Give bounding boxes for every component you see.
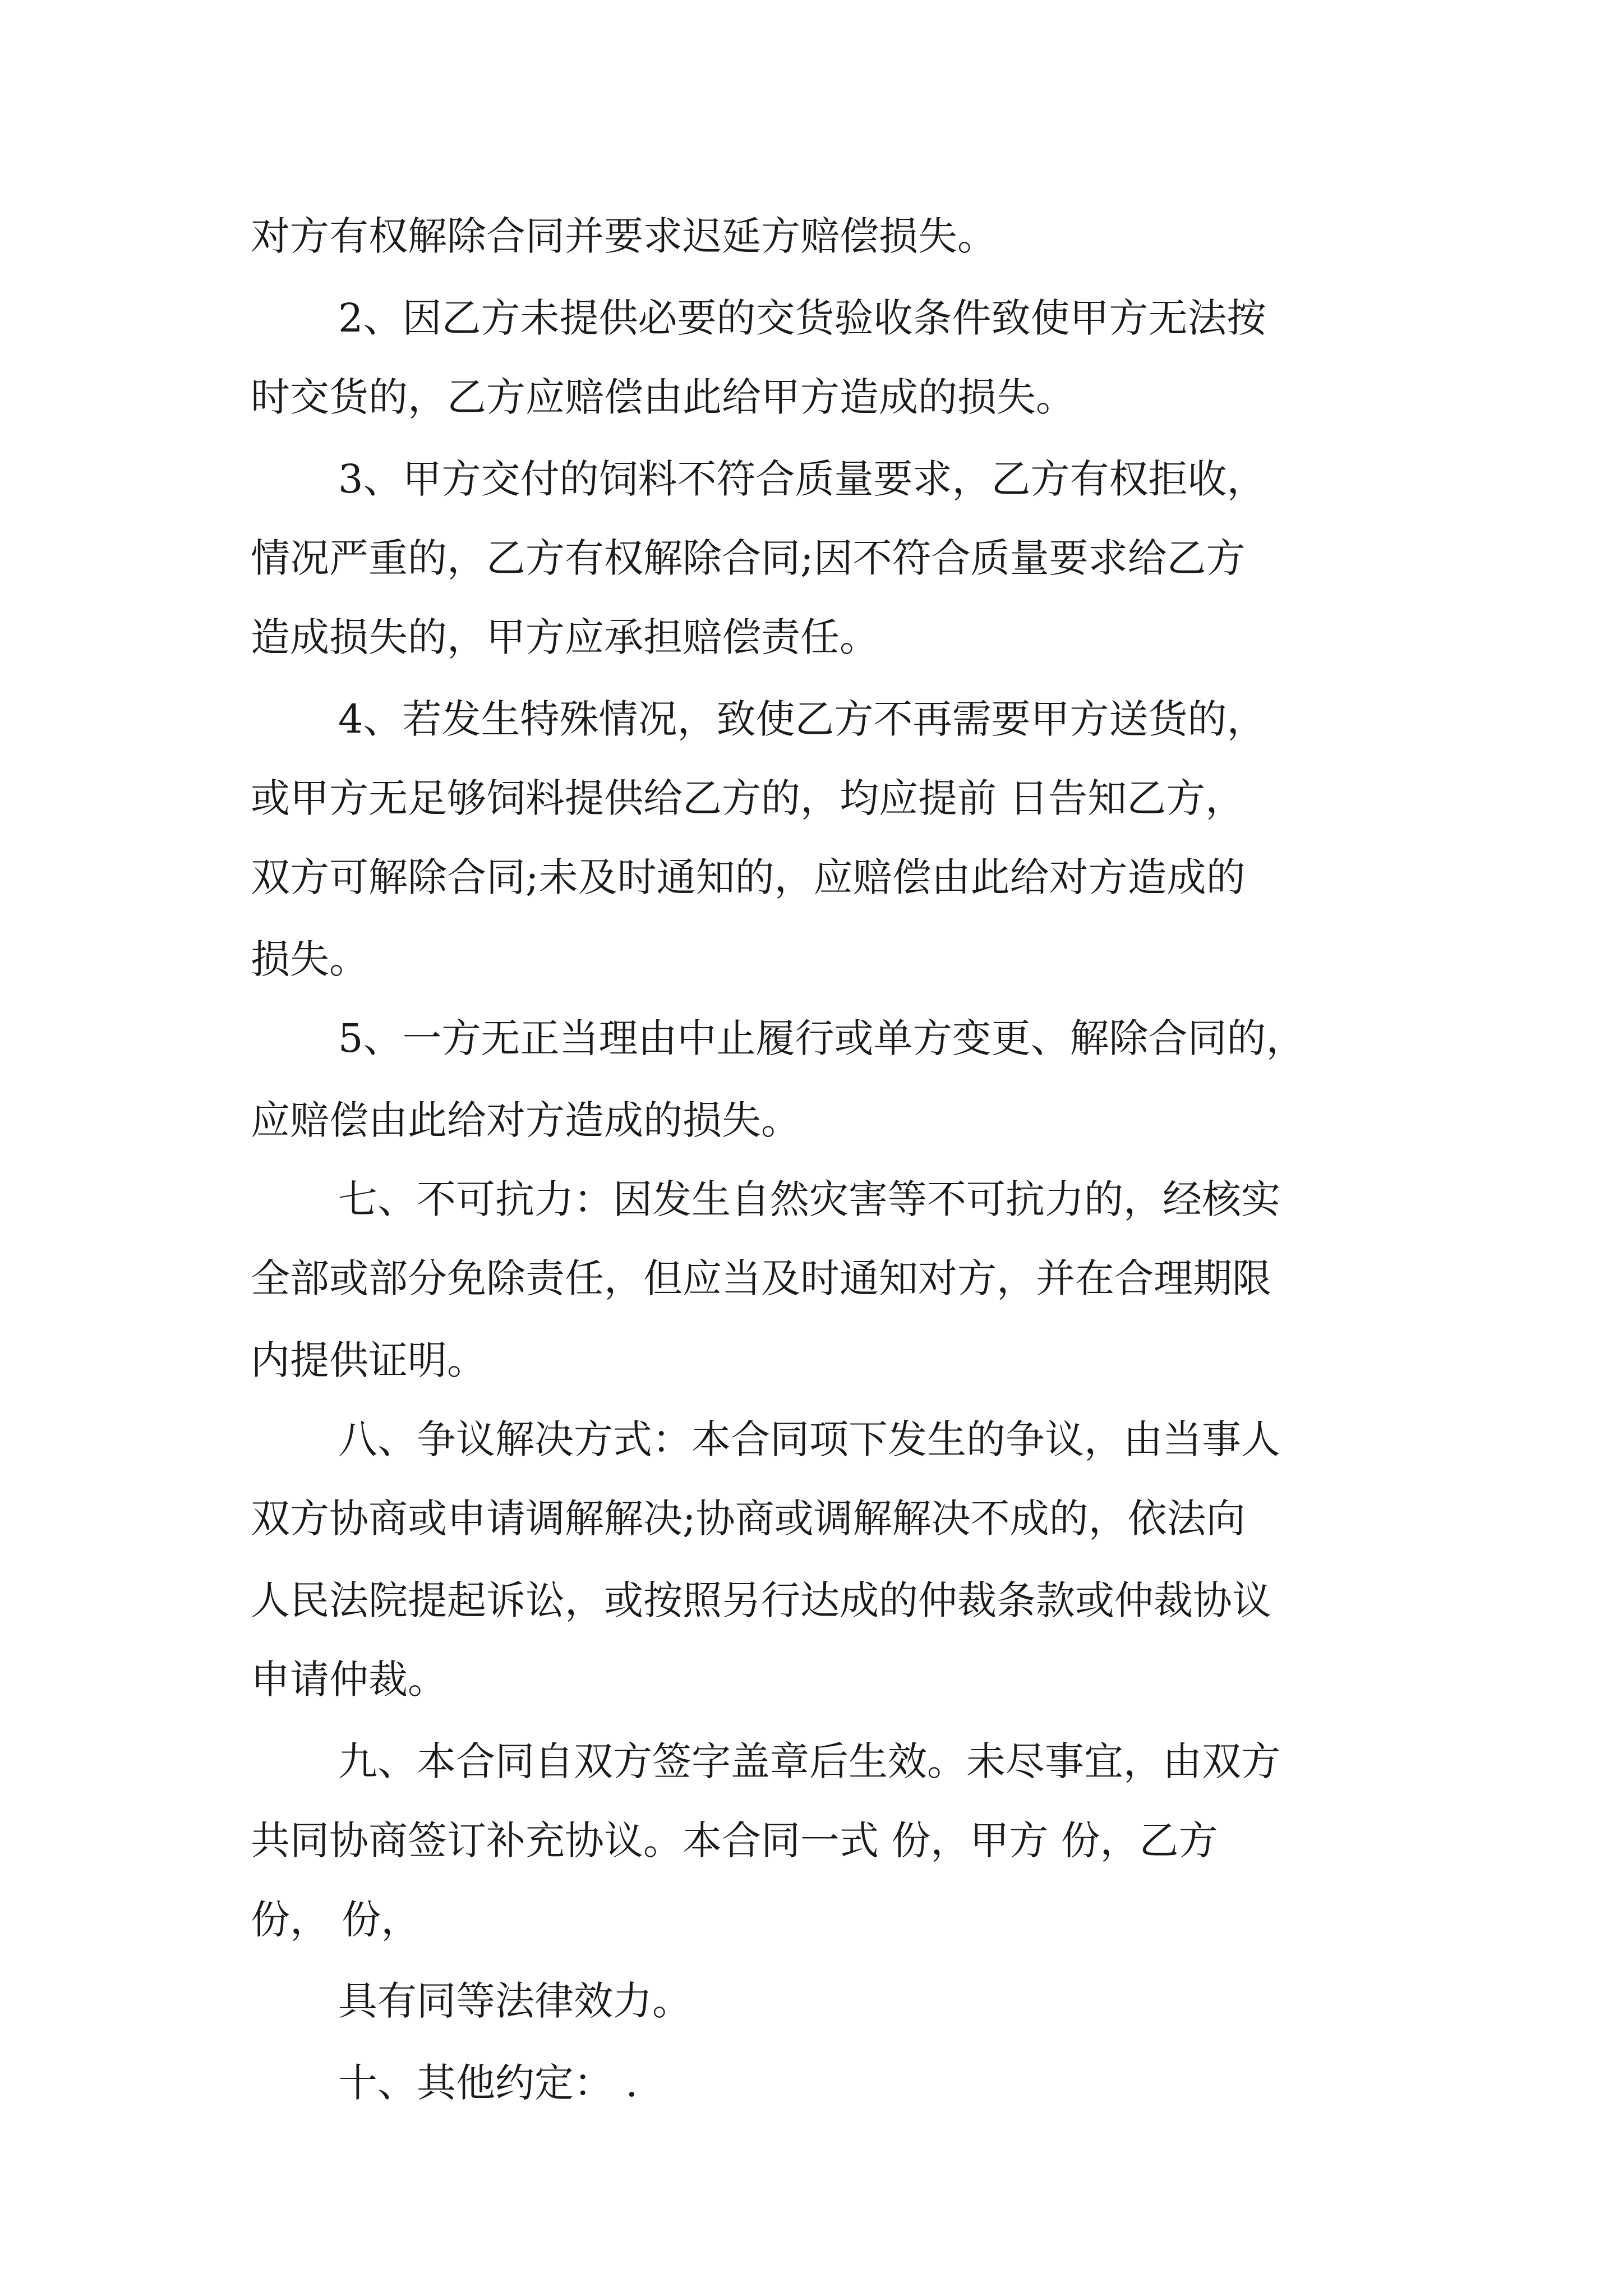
text-line: 具有同等法律效力。 [338, 1978, 691, 2024]
text-line: 八、争议解决方式：本合同项下发生的争议，由当事人 [338, 1416, 1280, 1462]
text-line: 份， 份， [251, 1897, 421, 1943]
text-line: 十、其他约定： . [338, 2060, 638, 2106]
text-line: 5、一方无正当理由中止履行或单方变更、解除合同的， [338, 1015, 1306, 1061]
text-line: 七、不可抗力：因发生自然灾害等不可抗力的，经核实 [338, 1176, 1280, 1222]
text-line: 人民法院提起诉讼，或按照另行达成的仲裁条款或仲裁协议 [251, 1577, 1271, 1623]
text-line: 损失。 [251, 936, 368, 982]
text-line: 对方有权解除合同并要求迟延方赔偿损失。 [251, 213, 997, 259]
text-line: 双方协商或申请调解解决;协商或调解解决不成的，依法向 [251, 1496, 1246, 1542]
text-line: 造成损失的，甲方应承担赔偿责任。 [251, 614, 879, 660]
text-line: 内提供证明。 [251, 1337, 486, 1383]
text-line: 应赔偿由此给对方造成的损失。 [251, 1097, 800, 1143]
text-line: 3、甲方交付的饲料不符合质量要求，乙方有权拒收， [338, 456, 1266, 502]
text-line: 双方可解除合同;未及时通知的，应赔偿由此给对方造成的 [251, 854, 1246, 900]
text-line: 申请仲裁。 [251, 1657, 447, 1703]
text-line: 2、因乙方未提供必要的交货验收条件致使甲方无法按 [338, 295, 1266, 341]
text-line: 九、本合同自双方签字盖章后生效。未尽事宜，由双方 [338, 1738, 1280, 1784]
text-line: 时交货的，乙方应赔偿由此给甲方造成的损失。 [251, 374, 1075, 420]
text-line: 或甲方无足够饲料提供给乙方的，均应提前 日告知乙方， [251, 775, 1245, 821]
text-line: 情况严重的，乙方有权解除合同;因不符合质量要求给乙方 [251, 535, 1246, 581]
text-line: 全部或部分免除责任，但应当及时通知对方，并在合理期限 [251, 1255, 1271, 1301]
text-line: 共同协商签订补充协议。本合同一式 份，甲方 份，乙方 [251, 1818, 1218, 1864]
text-line: 4、若发生特殊情况，致使乙方不再需要甲方送货的， [338, 696, 1266, 742]
